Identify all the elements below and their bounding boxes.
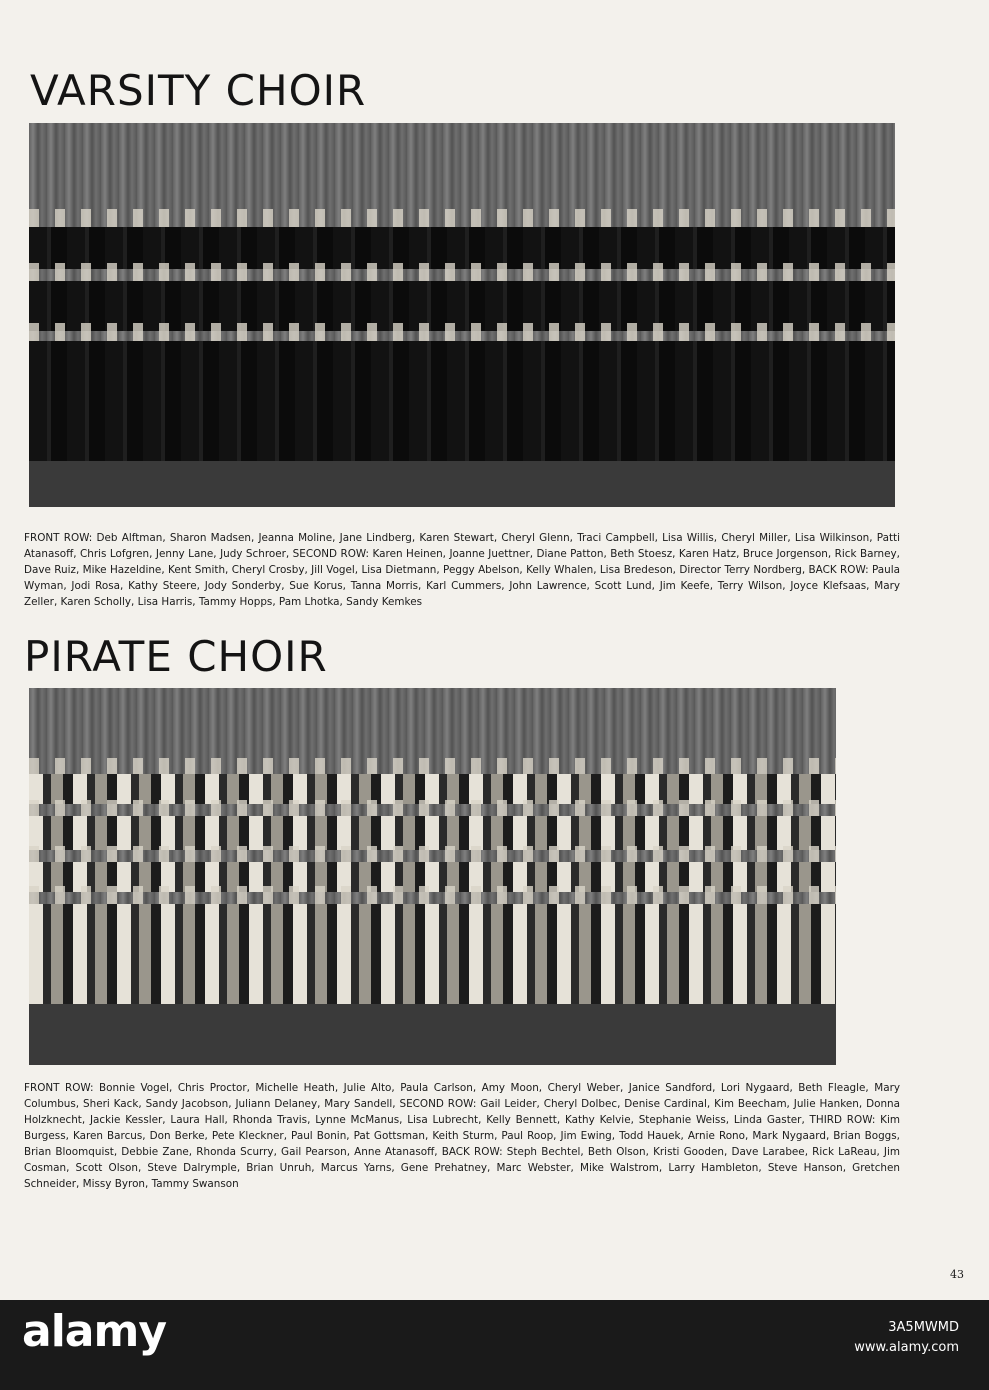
image-id: 3A5MWMD bbox=[888, 1320, 959, 1335]
front-row-clothes bbox=[29, 904, 836, 1004]
third-row-faces bbox=[29, 800, 836, 816]
back-row-faces bbox=[29, 758, 836, 774]
footer-info bbox=[854, 1318, 959, 1358]
front-row-robes bbox=[29, 341, 895, 461]
back-row-faces bbox=[29, 209, 895, 227]
alamy-logo: alamy bbox=[22, 1306, 166, 1357]
third-row-clothes bbox=[29, 816, 836, 850]
varsity-choir-title: VARSITY CHOIR bbox=[30, 66, 367, 115]
pirate-choir-photo bbox=[29, 688, 836, 1065]
pirate-choir-caption: FRONT ROW: Bonnie Vogel, Chris Proctor, Michelle Heath, Julie Alto, Paula Carlson, Amy Moon, Cheryl Weber, Janice Sandford, Lori Nygaard, Beth Fleagle, Mary Columbus, Sheri Kack, Sandy Jacobson, Juliann Delaney, Mary Sandell, SECOND ROW: Gail Leider, Cheryl Dolbec, Denise Cardinal, Kim Beecham, Julie Hanken, Donna Holzknecht, Jackie Kessler, Laura Hall, Rhonda Travis, Lynne McManus, Lisa Lubrecht, Kelly Bennett, Kathy Kelvie, Stephanie Weiss, Linda Gaster, THIRD ROW: Kim Burgess, Karen Barcus, Don Berke, Pete Kleckner, Paul Bonin, Pat Gottsman, Keith Sturm, Paul Roop, Jim Ewing, Todd Hauek, Arnie Rono, Mark Nygaard, Brian Boggs, Brian Bloomquist, Debbie Zane, Rhonda Scurry, Gail Pearson, Anne Atanasoff, BACK ROW: Steph Bechtel, Beth Olson, Kristi Gooden, Dave Larabee, Rick LaReau, Jim Cosman, Scott Olson, Steve Dalrymple, Brian Unruh, Marcus Yarns, Gene Prehatney, Marc Webster, Mike Walstrom, Larry Hambleton, Steve Hanson, Gretchen Schneider, Missy Byron, Tammy Swanson bbox=[24, 1082, 900, 1190]
front-row-faces bbox=[29, 323, 895, 341]
middle-row-faces bbox=[29, 263, 895, 281]
second-row-faces bbox=[29, 846, 836, 862]
stage-floor bbox=[29, 461, 895, 507]
varsity-choir-caption: FRONT ROW: Deb Alftman, Sharon Madsen, Jeanna Moline, Jane Lindberg, Karen Stewart, Cheryl Glenn, Traci Campbell, Lisa Willis, Cheryl Miller, Lisa Wilkinson, Patti Atanasoff, Chris Lofgren, Jenny Lane, Judy Schroer, SECOND ROW: Karen Heinen, Joanne Juettner, Diane Patton, Beth Stoesz, Karen Hatz, Bruce Jorgenson, Rick Barney, Dave Ruiz, Mike Hazeldine, Kent Smith, Cheryl Crosby, Jill Vogel, Lisa Dietmann, Peggy Abelson, Kelly Whalen, Lisa Bredeson, Director Terry Nordberg, BACK ROW: Paula Wyman, Jodi Rosa, Kathy Steere, Jody Sonderby, Sue Korus, Tanna Morris, Karl Cummers, John Lawrence, Scott Lund, Jim Keefe, Terry Wilson, Joyce Klefsaas, Mary Zeller, Karen Scholly, Lisa Harris, Tammy Hopps, Pam Lhotka, Sandy Kemkes bbox=[24, 532, 900, 608]
page-number: 43 bbox=[950, 1268, 964, 1281]
stage-floor bbox=[29, 1004, 836, 1065]
pirate-choir-title: PIRATE CHOIR bbox=[24, 632, 328, 681]
varsity-choir-photo bbox=[29, 123, 895, 507]
site-url[interactable]: www.alamy.com bbox=[854, 1340, 959, 1355]
front-row-faces bbox=[29, 886, 836, 904]
